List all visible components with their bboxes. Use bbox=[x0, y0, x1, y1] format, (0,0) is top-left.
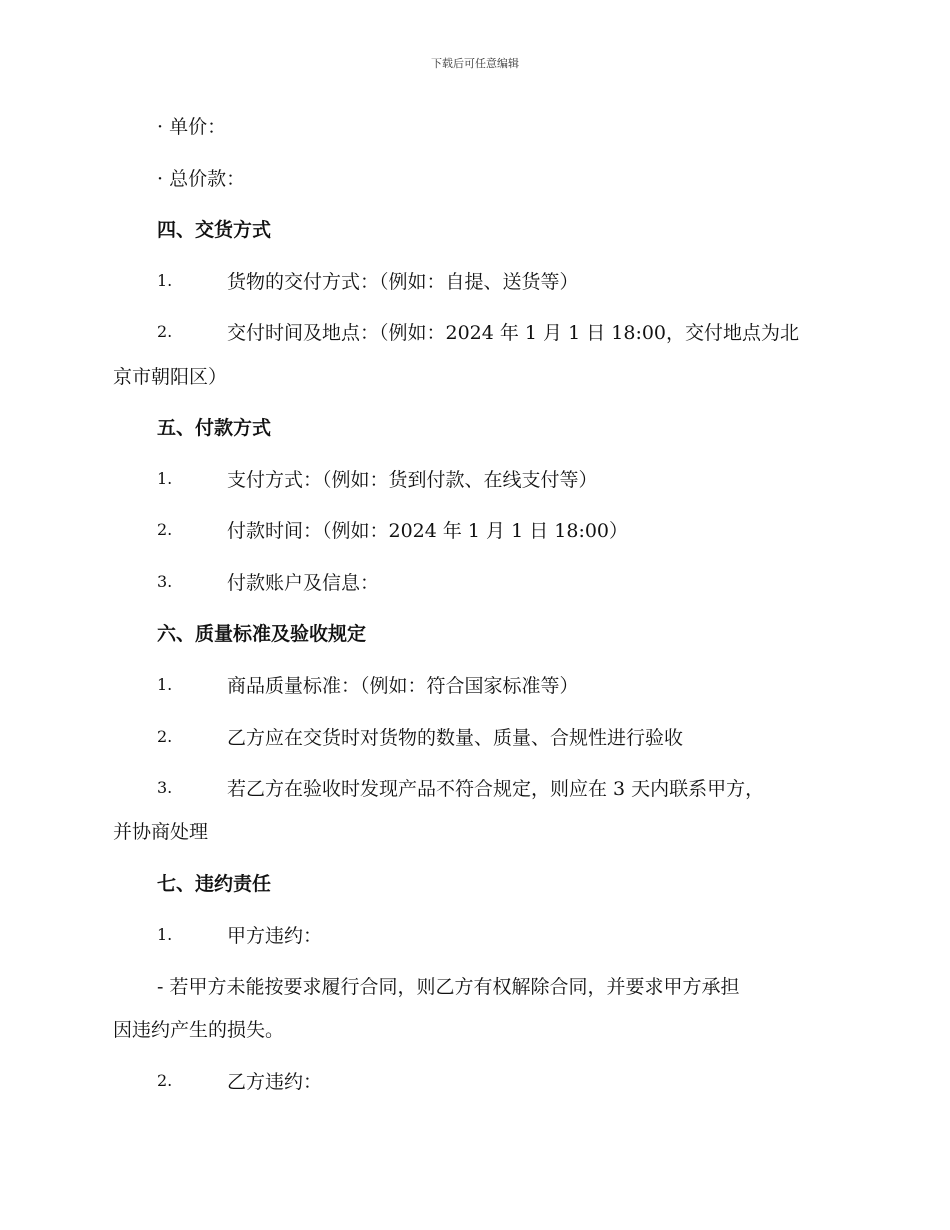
section-heading: 六、质量标准及验收规定 bbox=[157, 623, 367, 645]
item-number: 3. bbox=[157, 778, 173, 797]
item-text: 乙方应在交货时对货物的数量、质量、合规性进行验收 bbox=[227, 727, 684, 749]
item-number: 1. bbox=[157, 469, 173, 488]
item-number: 2. bbox=[157, 727, 173, 746]
section-heading: 五、付款方式 bbox=[157, 417, 272, 439]
item-text: 若乙方在验收时发现产品不符合规定，则应在 3 天内联系甲方， bbox=[227, 778, 765, 800]
item-text: 支付方式：（例如：货到付款、在线支付等） bbox=[227, 469, 598, 491]
item-number: 2. bbox=[157, 322, 173, 341]
clause-text-continued: 因违约产生的损失。 bbox=[113, 1019, 285, 1041]
page-header: 下载后可任意编辑 bbox=[431, 57, 519, 70]
item-number: 2. bbox=[157, 520, 173, 539]
section-heading: 七、违约责任 bbox=[157, 873, 272, 895]
item-text: 甲方违约： bbox=[227, 925, 323, 947]
item-text: 货物的交付方式：（例如：自提、送货等） bbox=[227, 271, 579, 293]
item-text: 付款账户及信息： bbox=[227, 572, 380, 594]
item-text-continued: 并协商处理 bbox=[113, 821, 209, 843]
item-number: 3. bbox=[157, 572, 173, 591]
unit-price-line: · 单价： bbox=[157, 116, 227, 138]
item-text: 付款时间：（例如：2024 年 1 月 1 日 18:00） bbox=[227, 520, 629, 542]
item-number: 1. bbox=[157, 675, 173, 694]
item-number: 2. bbox=[157, 1071, 173, 1090]
total-price-line: · 总价款： bbox=[157, 168, 246, 190]
clause-text: - 若甲方未能按要求履行合同，则乙方有权解除合同，并要求甲方承担 bbox=[157, 976, 740, 998]
item-text: 交付时间及地点：（例如：2024 年 1 月 1 日 18:00，交付地点为北 bbox=[227, 322, 800, 344]
item-number: 1. bbox=[157, 271, 173, 290]
section-heading: 四、交货方式 bbox=[157, 219, 272, 241]
item-text: 乙方违约： bbox=[227, 1071, 323, 1093]
item-number: 1. bbox=[157, 925, 173, 944]
item-text-continued: 京市朝阳区） bbox=[113, 366, 228, 388]
item-text: 商品质量标准：（例如：符合国家标准等） bbox=[227, 675, 579, 697]
